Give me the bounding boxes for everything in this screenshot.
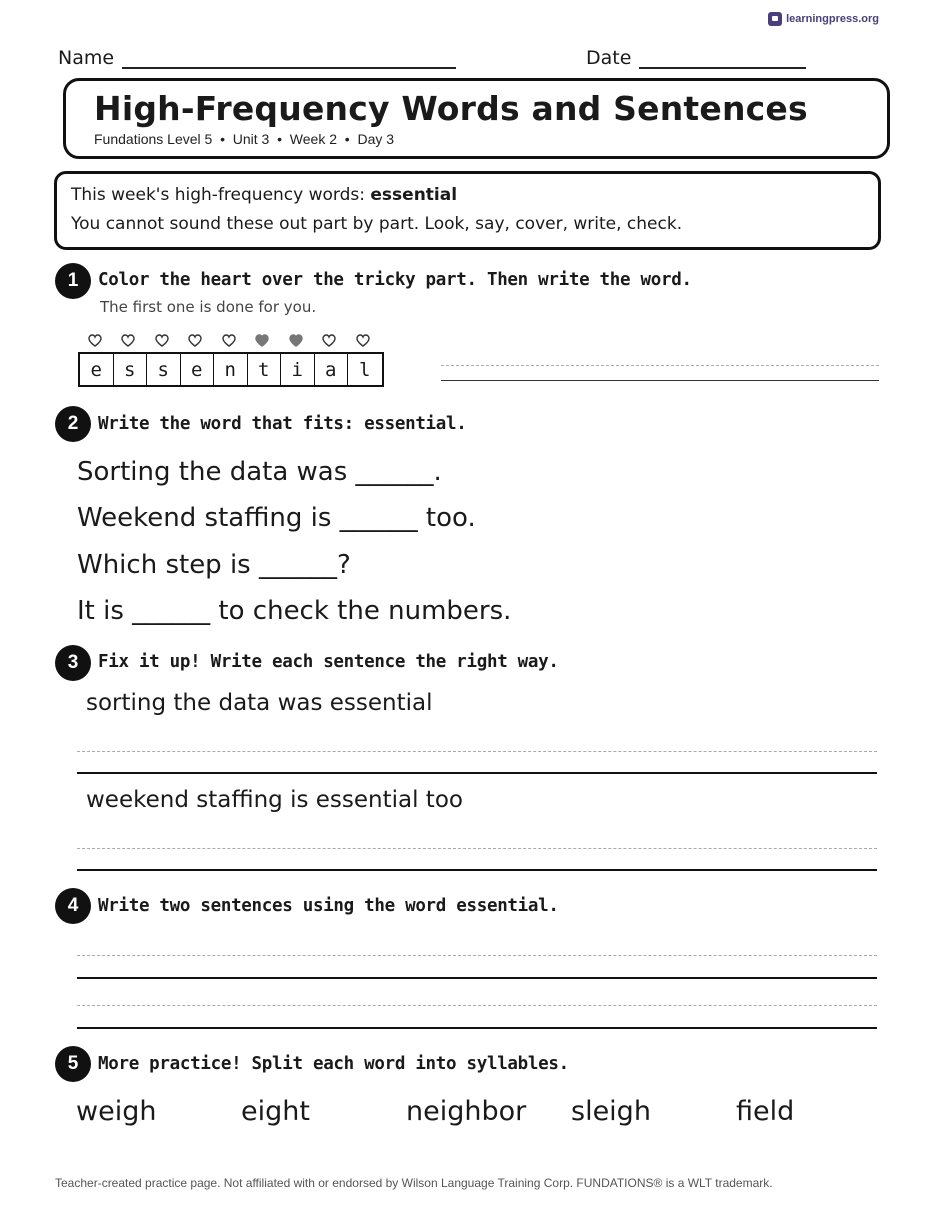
letter-tile: a	[315, 354, 349, 385]
brand-link[interactable]	[768, 12, 879, 26]
syllable-word: weigh	[76, 1096, 157, 1127]
letter-tile: n	[214, 354, 248, 385]
heart-filled-icon[interactable]	[246, 334, 280, 347]
letter-tile: i	[281, 354, 315, 385]
date-label: Date	[586, 47, 632, 69]
q3-write-line[interactable]	[77, 772, 877, 774]
q4-dashed-guide	[77, 955, 877, 956]
info-word: essential	[370, 185, 458, 205]
q2-sentence: Weekend staffing is ______ too.	[77, 503, 476, 533]
question-1-number: 1	[55, 263, 91, 299]
q3-dashed-guide	[77, 848, 877, 849]
letter-tile: t	[248, 354, 282, 385]
page-title: High-Frequency Words and Sentences	[94, 89, 808, 128]
q3-sentence: sorting the data was essential	[86, 690, 433, 716]
q1-write-line[interactable]	[441, 380, 879, 381]
letter-tiles	[78, 352, 384, 387]
info-line-2: You cannot sound these out part by part. Look, say, cover, write, check.	[71, 214, 683, 234]
date-blank-line[interactable]	[639, 51, 806, 69]
question-1-text: Color the heart over the tricky part. Then write the word.	[98, 270, 692, 290]
date-field[interactable]	[586, 47, 806, 69]
question-1-note: The first one is done for you.	[100, 298, 317, 316]
question-2-text: Write the word that fits: essential.	[98, 414, 467, 434]
info-prefix: This week's high-frequency words:	[71, 185, 371, 205]
heart-row	[78, 334, 380, 347]
info-line-1	[71, 185, 457, 205]
heart-outline-icon[interactable]	[179, 334, 213, 347]
question-3-number: 3	[55, 645, 91, 681]
heart-filled-icon[interactable]	[279, 334, 313, 347]
q1-dashed-guide	[441, 365, 879, 366]
heart-outline-icon[interactable]	[145, 334, 179, 347]
question-3-text: Fix it up! Write each sentence the right way.	[98, 652, 559, 672]
question-2-number: 2	[55, 406, 91, 442]
q4-write-line[interactable]	[77, 1027, 877, 1029]
name-blank-line[interactable]	[122, 51, 456, 69]
heart-outline-icon[interactable]	[112, 334, 146, 347]
syllable-word: neighbor	[406, 1096, 527, 1127]
q3-write-line[interactable]	[77, 869, 877, 871]
q2-sentence: It is ______ to check the numbers.	[77, 596, 512, 626]
letter-tile: s	[114, 354, 148, 385]
syllable-word: eight	[241, 1096, 310, 1127]
syllable-word: field	[736, 1096, 795, 1127]
heart-outline-icon[interactable]	[313, 334, 347, 347]
name-field[interactable]	[58, 47, 456, 69]
name-label: Name	[58, 47, 115, 69]
title-box	[63, 78, 890, 159]
letter-tile: l	[359, 358, 371, 381]
letter-tile: e	[181, 354, 215, 385]
question-5-text: More practice! Split each word into syllables.	[98, 1054, 569, 1074]
q4-write-line[interactable]	[77, 977, 877, 979]
question-5-number: 5	[55, 1046, 91, 1082]
syllable-word: sleigh	[571, 1096, 651, 1127]
heart-outline-icon[interactable]	[346, 334, 380, 347]
heart-outline-icon[interactable]	[78, 334, 112, 347]
heart-outline-icon[interactable]	[212, 334, 246, 347]
q3-sentence: weekend staffing is essential too	[86, 787, 463, 813]
info-box	[54, 171, 881, 250]
brand-logo-icon	[768, 12, 782, 26]
q2-sentence: Sorting the data was ______.	[77, 457, 442, 487]
question-4-text: Write two sentences using the word essential.	[98, 896, 559, 916]
q2-sentence: Which step is ______?	[77, 550, 351, 580]
brand-label: learningpress.org	[786, 13, 879, 25]
question-4-number: 4	[55, 888, 91, 924]
q4-dashed-guide	[77, 1005, 877, 1006]
q3-dashed-guide	[77, 751, 877, 752]
letter-tile: e	[80, 354, 114, 385]
letter-tile: s	[147, 354, 181, 385]
footer-disclaimer: Teacher-created practice page. Not affiliated with or endorsed by Wilson Language Training Corp. FUNDATIONS® is a WLT trademark.	[55, 1176, 773, 1190]
page-subtitle: Fundations Level 5 • Unit 3 • Week 2 • Day 3	[94, 131, 395, 147]
